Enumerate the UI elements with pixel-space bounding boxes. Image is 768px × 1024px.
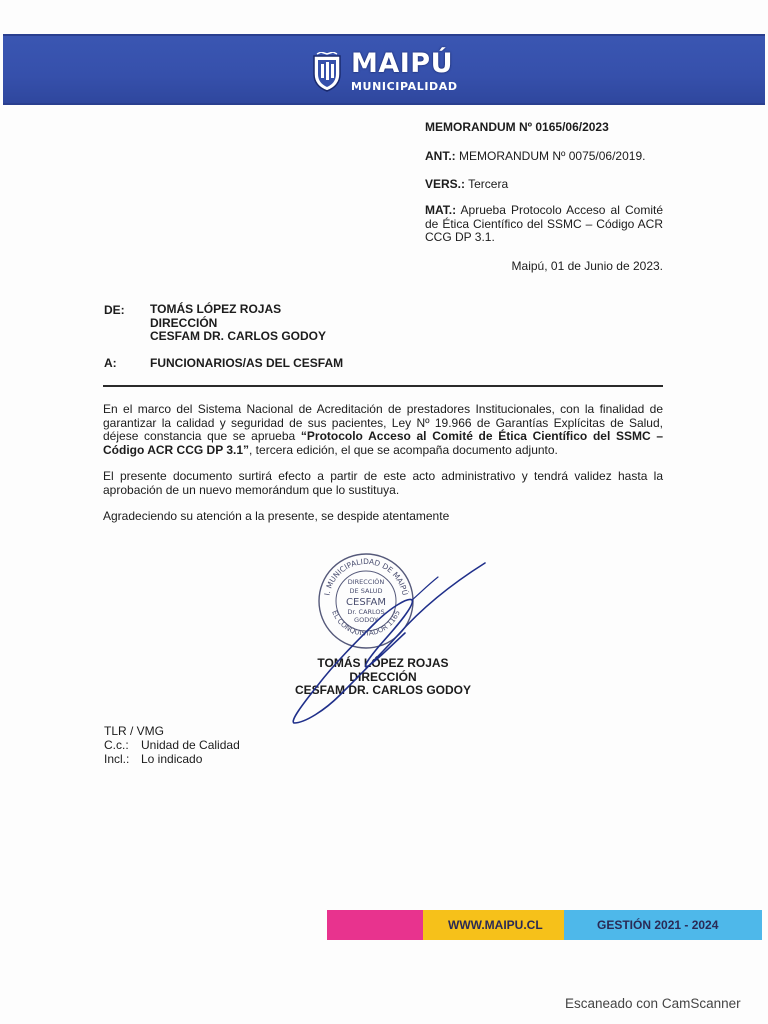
to-value: FUNCIONARIOS/AS DEL CESFAM [150,356,344,370]
cc-value: Unidad de Calidad [141,738,240,752]
to-label: A: [104,356,117,370]
incl-value: Lo indicado [141,752,203,766]
ant-label: ANT.: [425,149,456,163]
stamp-ring-top: I. MUNICIPALIDAD DE MAIPÚ [322,556,410,597]
stamp-line-1: DIRECCIÓN [347,578,385,586]
divider [103,385,663,387]
p1-protocol-name: “Protocolo Acceso al Comité de Ética Científico del SSMC – Código ACR CCG DP 3.1” [103,429,663,457]
memo-number: MEMORANDUM Nº 0165/06/2023 [425,120,609,134]
stamp-ring-bottom: EL CONQUISTADOR 1165 [330,609,402,638]
p1-text-a: En el marco del Sistema Nacional de Acreditación de prestadores Institucionales, con la finalidad de garantizar la calidad y seguridad de sus pacientes, Ley Nº 19.966 de Garantías Explícitas de Salud, déjese constancia que se aprueba [103,402,663,444]
vers-value: Tercera [465,177,509,191]
stamp-line-3: CESFAM [346,597,386,608]
signatory-name: TOMÁS LÓPEZ ROJAS [317,656,449,670]
initials: TLR / VMG [104,724,165,738]
brand-title: MAIPÚ [351,48,454,79]
footer-pink-block [327,910,423,940]
brand-subtitle: MUNICIPALIDAD [351,80,458,93]
maipu-logo [311,48,471,96]
footer-band [327,910,762,940]
stamp-line-4: Dr. CARLOS [347,608,385,616]
from-block [150,303,326,344]
footer-url: WWW.MAIPU.CL [448,918,543,932]
ant-value: MEMORANDUM Nº 0075/06/2019. [455,149,646,163]
memo-ant [425,149,645,163]
mat-label: MAT.: [425,203,457,217]
body-paragraph-1 [103,403,663,457]
cc-line [104,738,240,752]
footer-gestion: GESTIÓN 2021 - 2024 [597,918,719,932]
signatory-org: CESFAM DR. CARLOS GODOY [294,683,471,697]
signatory-dept: DIRECCIÓN [349,669,417,684]
incl-line [104,752,240,766]
memo-date: Maipú, 01 de Junio de 2023. [511,259,663,273]
scanner-watermark: Escaneado con CamScanner [565,996,741,1011]
from-label: DE: [104,303,125,317]
vers-label: VERS.: [425,177,466,191]
memo-vers [425,177,508,191]
crest-icon [311,52,343,92]
stamp-line-2: DE SALUD [349,587,383,595]
incl-label: Incl.: [104,752,130,766]
header-band [3,34,765,105]
memo-mat [425,204,663,245]
body-paragraph-3: Agradeciendo su atención a la presente, se despide atentamente [103,509,450,523]
mat-value: Aprueba Protocolo Acceso al Comité de Ética Científico del SSMC – Código ACR CCG DP 3.1. [425,203,663,244]
from-name: TOMÁS LÓPEZ ROJAS [150,302,282,316]
handwritten-signature [280,555,490,730]
stamp-line-5: GODOY [354,616,378,624]
from-org: CESFAM DR. CARLOS GODOY [150,329,327,343]
distribution-notes [104,724,240,766]
p1-text-b: , tercera edición, el que se acompaña documento adjunto. [249,442,558,457]
from-dept: DIRECCIÓN [150,315,218,330]
body-paragraph-2: El presente documento surtirá efecto a partir de este acto administrativo y tendrá validez hasta la aprobación de un nuevo memorándum que lo sustituya. [103,469,663,497]
cc-label: C.c.: [104,738,129,752]
